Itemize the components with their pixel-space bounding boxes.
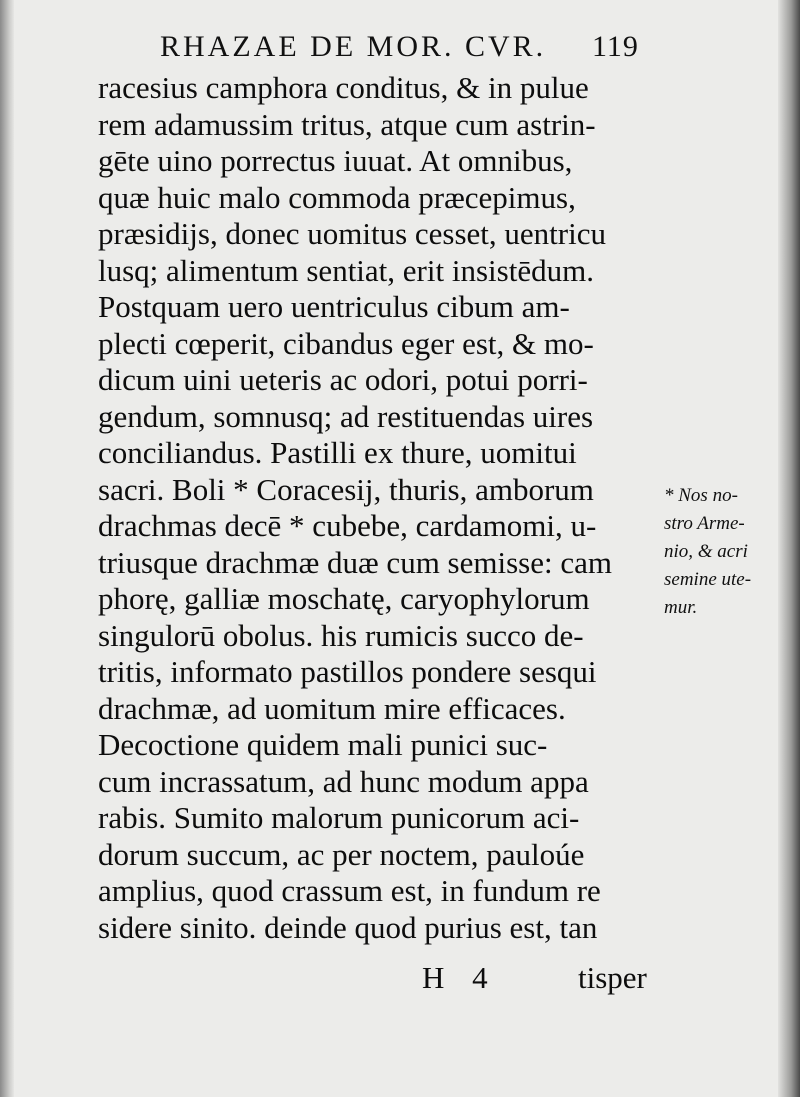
text-line: lusq; alimentum sentiat, erit insistēdum. bbox=[98, 252, 594, 288]
text-line: phorę, galliæ moschatę, caryophylorum bbox=[98, 581, 590, 616]
text-line: rem adamussim tritus, atque cum astrin- bbox=[98, 106, 596, 142]
catchword: tisper bbox=[578, 960, 647, 995]
marginal-note-line: nio, & acri bbox=[664, 541, 748, 562]
text-line: quæ huic malo commoda præcepimus, bbox=[98, 179, 576, 215]
text-line: præsidijs, donec uomitus cesset, uentricu bbox=[98, 216, 606, 251]
text-line: dorum succum, ac per noctem, pauloúe bbox=[98, 836, 585, 872]
body-text bbox=[98, 70, 658, 946]
marginal-note-line: * Nos no- bbox=[664, 485, 738, 506]
text-line: tritis, informato pastillos pondere sesqui bbox=[98, 654, 597, 689]
marginal-note-line: semine ute- bbox=[664, 569, 752, 590]
text-line: plecti cœperit, cibandus eger est, & mo- bbox=[98, 325, 594, 361]
catchline bbox=[98, 960, 658, 1000]
text-line: amplius, quod crassum est, in fundum re bbox=[98, 873, 601, 908]
text-line: drachmæ, ad uomitum mire efficaces. bbox=[98, 690, 566, 726]
text-line: dicum uini ueteris ac odori, potui porri- bbox=[98, 362, 588, 397]
text-line: gendum, somnusq; ad restituendas uires bbox=[98, 398, 594, 434]
signature-mark: H 4 bbox=[422, 960, 498, 995]
marginal-note-line: mur. bbox=[664, 597, 698, 618]
text-line: sidere sinito. deinde quod purius est, tan bbox=[98, 909, 598, 945]
marginal-note-line: stro Arme- bbox=[664, 513, 745, 534]
text-line: sacri. Boli * Coracesij, thuris, amborum bbox=[98, 471, 594, 507]
text-line: singulorū obolus. his rumicis succo de- bbox=[98, 617, 584, 653]
text-line: racesius camphora conditus, & in pulue bbox=[98, 70, 589, 105]
running-head-title: RHAZAE DE MOR. CVR. bbox=[160, 30, 547, 63]
text-line: drachmas decē * cubebe, cardamomi, u- bbox=[98, 508, 597, 543]
text-line: Postquam uero uentriculus cibum am- bbox=[98, 289, 570, 324]
text-line: gēte uino porrectus iuuat. At omnibus, bbox=[98, 143, 573, 178]
page-number: 119 bbox=[592, 30, 639, 63]
text-line: rabis. Sumito malorum punicorum aci- bbox=[98, 800, 580, 835]
text-line: cum incrassatum, ad hunc modum appa bbox=[98, 763, 589, 799]
text-line: Decoctione quidem mali punici suc- bbox=[98, 727, 548, 762]
text-line: triusque drachmæ duæ cum semisse: cam bbox=[98, 544, 612, 580]
marginal-note bbox=[664, 482, 784, 622]
text-line: conciliandus. Pastilli ex thure, uomitui bbox=[98, 435, 577, 470]
running-head bbox=[160, 30, 660, 64]
page-gutter bbox=[0, 0, 14, 1097]
